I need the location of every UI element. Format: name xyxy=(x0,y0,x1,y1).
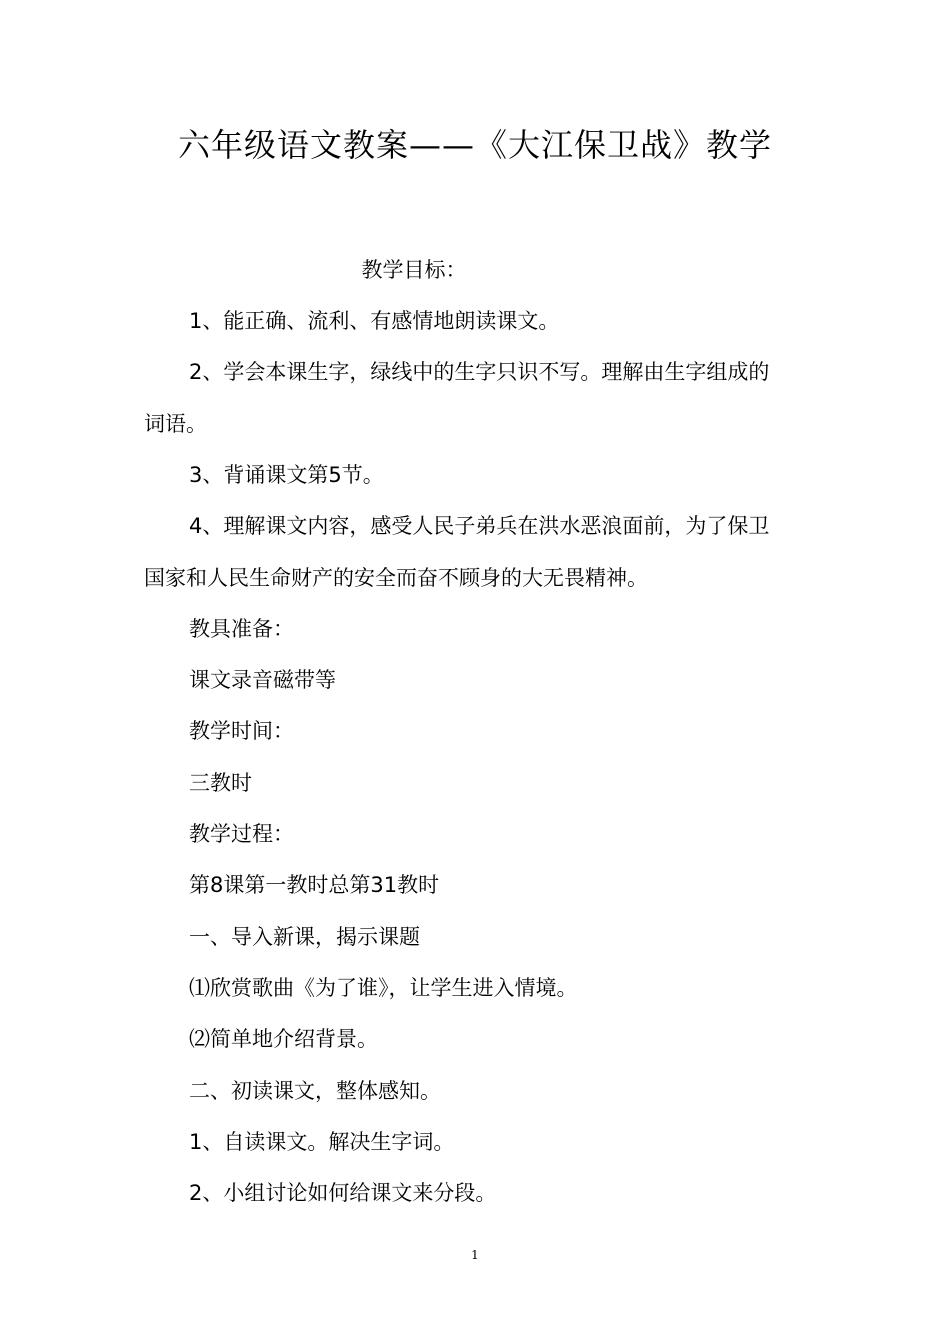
materials-text: 课文录音磁带等 xyxy=(189,668,336,692)
step-1-item-1: ⑴欣赏歌曲《为了谁》，让学生进入情境。 xyxy=(189,976,578,1000)
lesson-info: 第8课第一教时总第31教时 xyxy=(189,873,440,897)
step-2-item-2: 2、小组讨论如何给课文来分段。 xyxy=(189,1181,497,1205)
section-heading-process: 教学过程： xyxy=(189,822,294,846)
objective-2: 2、学会本课生字，绿线中的生字只识不写。理解由生字组成的 xyxy=(189,360,770,384)
step-1-item-2: ⑵简单地介绍背景。 xyxy=(189,1027,378,1051)
objective-4-continued: 国家和人民生命财产的安全而奋不顾身的大无畏精神。 xyxy=(144,566,648,590)
section-heading-time: 教学时间： xyxy=(189,719,294,743)
objective-3: 3、背诵课文第5节。 xyxy=(189,463,384,487)
page-number: 1 xyxy=(471,1248,479,1262)
objective-4: 4、理解课文内容，感受人民子弟兵在洪水恶浪面前，为了保卫 xyxy=(189,514,770,538)
document-title: 六年级语文教案——《大江保卫战》教学 xyxy=(177,126,772,164)
time-text: 三教时 xyxy=(189,771,252,795)
step-2-heading: 二、初读课文，整体感知。 xyxy=(189,1079,441,1103)
step-1-heading: 一、导入新课，揭示课题 xyxy=(189,925,420,949)
objective-2-continued: 词语。 xyxy=(144,412,207,436)
section-heading-materials: 教具准备： xyxy=(189,617,294,641)
step-2-item-1: 1、自读课文。解决生字词。 xyxy=(189,1130,455,1154)
section-heading-objectives: 教学目标： xyxy=(361,258,467,282)
objective-1: 1、能正确、流利、有感情地朗读课文。 xyxy=(189,309,560,333)
